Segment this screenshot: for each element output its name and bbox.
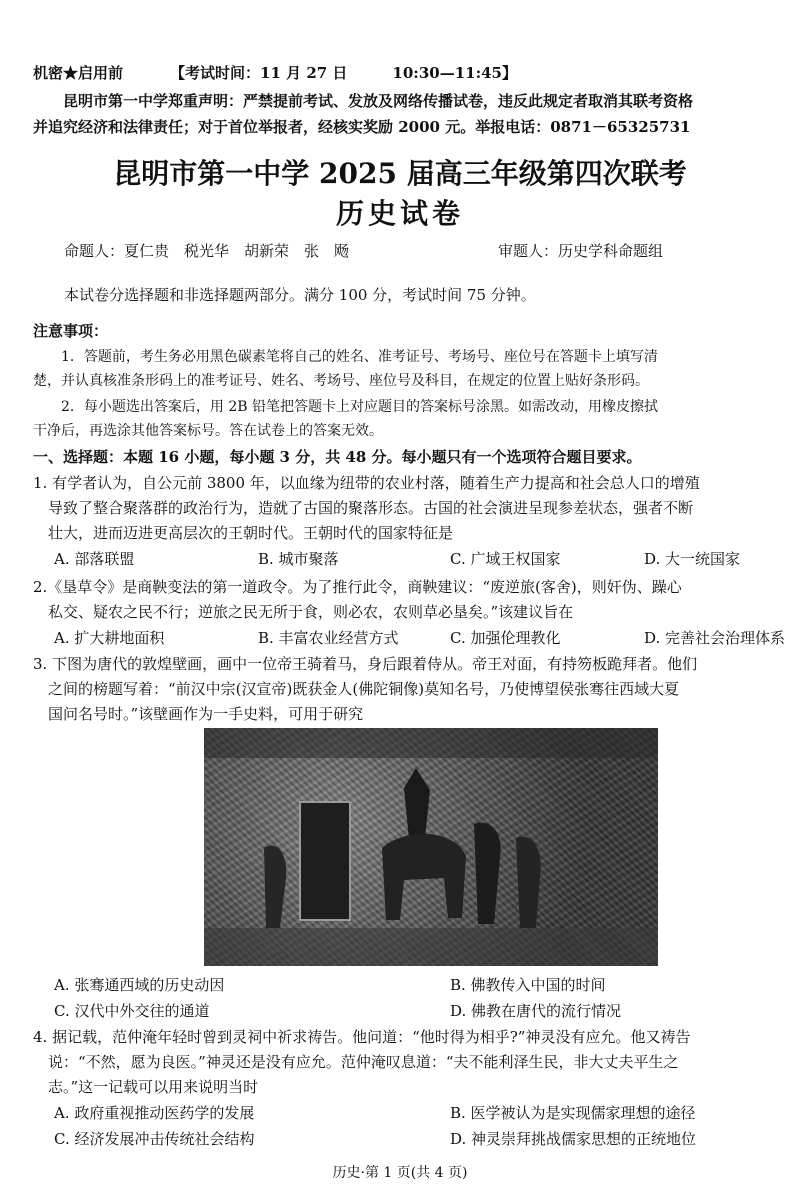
q3-stem-line-3: 国问名号时。”该壁画作为一手史料，可用于研究	[33, 705, 364, 723]
q2-stem-line-2: 私交、疑农之民不行；逆旅之民无所于食，则必农，农则草必垦矣。”该建议旨在	[33, 603, 574, 621]
q2-option-c: C. 加强伦理教化	[450, 629, 561, 647]
q2-stem-line-1: 2.《垦草令》是商鞅变法的第一道政令。为了推行此令，商鞅建议：“废逆旅(客舍)，则奸伪、躁心	[33, 578, 682, 596]
q3-option-a: A. 张骞通西域的历史动因	[54, 976, 225, 994]
confidential-label: 机密★启用前	[33, 64, 124, 82]
exam-time: 【考试时间：11 月 27 日 10:30—11:45】	[170, 64, 517, 82]
q1-option-a: A. 部落联盟	[54, 550, 135, 568]
dunhuang-mural-image	[204, 728, 658, 966]
reviewers: 审题人：历史学科命题组	[498, 242, 664, 260]
subject-title: 历史试卷	[335, 197, 464, 230]
q4-option-a: A. 政府重视推动医药学的发展	[54, 1104, 255, 1122]
q4-stem-line-3: 志。”这一记载可以用来说明当时	[33, 1078, 259, 1096]
q3-option-b: B. 佛教传入中国的时间	[450, 976, 606, 994]
notice-line-1: 昆明市第一中学郑重声明：严禁提前考试、发放及网络传播试卷，违反此规定者取消其联考资格	[33, 92, 694, 110]
q4-option-c: C. 经济发展冲击传统社会结构	[54, 1130, 255, 1148]
q1-stem-line-1: 1. 有学者认为，自公元前 3800 年，以血缘为纽带的农业村落，随着生产力提高和社会总人口的增殖	[33, 474, 700, 492]
q1-stem-line-3: 壮大，进而迈进更高层次的王朝时代。王朝时代的国家特征是	[33, 524, 454, 542]
q3-stem-line-2: 之间的榜题写着：“前汉中宗(汉宣帝)既获金人(佛陀铜像)莫知名号，乃使博望侯张骞往西域大夏	[33, 680, 680, 698]
paper-intro: 本试卷分选择题和非选择题两部分。满分 100 分，考试时间 75 分钟。	[64, 286, 536, 304]
question-setters: 命题人：夏仁贵 税光华 胡新荣 张 飏	[64, 242, 350, 260]
note-1-line-1: 1．答题前，考生务必用黑色碳素笔将自己的姓名、准考证号、考场号、座位号在答题卡上填写清	[33, 349, 658, 365]
q4-stem-line-1: 4. 据记载，范仲淹年轻时曾到灵祠中祈求祷告。他问道：“他时得为相乎?”神灵没有应允。他又祷告	[33, 1028, 691, 1046]
note-1-line-2: 楚，并认真核准条形码上的准考证号、姓名、考场号、座位号及科目，在规定的位置上贴好条形码。	[33, 373, 649, 389]
q1-stem-line-2: 导致了整合聚落群的政治行为，造就了古国的聚落形态。古国的社会演进呈现参差状态，强者不断	[33, 499, 694, 517]
q3-stem-line-1: 3. 下图为唐代的敦煌壁画，画中一位帝王骑着马，身后跟着侍从。帝王对面，有持笏板跪拜者。他们	[33, 655, 698, 673]
section-heading: 一、选择题：本题 16 小题，每小题 3 分，共 48 分。每小题只有一个选项符合题目要求。	[33, 448, 642, 466]
note-2-line-2: 干净后，再选涂其他答案标号。答在试卷上的答案无效。	[33, 423, 383, 439]
notes-heading: 注意事项：	[33, 322, 109, 340]
q2-option-a: A. 扩大耕地面积	[54, 629, 165, 647]
q4-stem-line-2: 说：“不然，愿为良医。”神灵还是没有应允。范仲淹叹息道：“夫不能利泽生民，非大丈夫平生之	[33, 1053, 679, 1071]
page-footer: 历史·第 1 页(共 4 页)	[332, 1165, 468, 1181]
q4-option-b: B. 医学被认为是实现儒家理想的途径	[450, 1104, 696, 1122]
q4-option-d: D. 神灵崇拜挑战儒家思想的正统地位	[450, 1130, 697, 1148]
q2-option-b: B. 丰富农业经营方式	[258, 629, 399, 647]
notice-line-2: 并追究经济和法律责任；对于首位举报者，经核实奖励 2000 元。举报电话：0871－65325731	[33, 118, 691, 136]
note-2-line-1: 2．每小题选出答案后，用 2B 铅笔把答题卡上对应题目的答案标号涂黑。如需改动，用橡皮擦拭	[33, 399, 659, 415]
exam-title: 昆明市第一中学 2025 届高三年级第四次联考	[113, 157, 687, 190]
q2-option-d: D. 完善社会治理体系	[644, 629, 786, 647]
q1-option-c: C. 广域王权国家	[450, 550, 561, 568]
q1-option-d: D. 大一统国家	[644, 550, 741, 568]
q3-option-c: C. 汉代中外交往的通道	[54, 1002, 210, 1020]
q3-option-d: D. 佛教在唐代的流行情况	[450, 1002, 622, 1020]
q1-option-b: B. 城市聚落	[258, 550, 339, 568]
